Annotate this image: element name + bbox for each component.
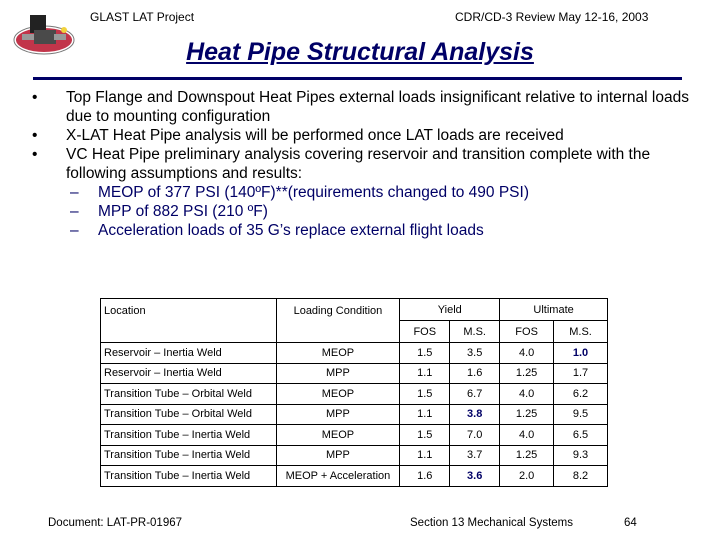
cell-ultimate-ms: 9.3: [554, 445, 608, 466]
table-row: [101, 425, 608, 446]
cell-ultimate-ms: 9.5: [554, 404, 608, 425]
cell-ultimate-ms: 1.0: [554, 343, 608, 364]
page-number: 64: [624, 517, 637, 529]
bullet-item: • X-LAT Heat Pipe analysis will be performed once LAT loads are received: [32, 127, 564, 144]
cell-condition: MPP: [276, 363, 400, 384]
cell-condition: MEOP + Acceleration: [276, 466, 400, 487]
cell-yield-fos: 1.5: [400, 343, 450, 364]
col-header-yield-fos: FOS: [400, 321, 450, 343]
analysis-table: [100, 298, 608, 487]
cell-ultimate-fos: 2.0: [500, 466, 554, 487]
table-row: [101, 445, 608, 466]
review-name: CDR/CD-3 Review May 12-16, 2003: [455, 10, 649, 24]
bullet-list: [32, 88, 702, 240]
cell-ultimate-fos: 4.0: [500, 425, 554, 446]
sub-bullet-item: – MEOP of 377 PSI (140ºF)**(requirements changed to 490 PSI): [70, 184, 529, 201]
cell-location: Transition Tube – Inertia Weld: [101, 425, 277, 446]
cell-ultimate-fos: 1.25: [500, 404, 554, 425]
cell-location: Reservoir – Inertia Weld: [101, 363, 277, 384]
cell-yield-fos: 1.1: [400, 445, 450, 466]
col-header-location: Location: [101, 299, 277, 343]
cell-yield-fos: 1.5: [400, 425, 450, 446]
cell-location: Transition Tube – Orbital Weld: [101, 404, 277, 425]
table-row: [101, 404, 608, 425]
footer-document-id: Document: LAT-PR-01967: [48, 517, 183, 529]
col-header-ultimate-ms: M.S.: [554, 321, 608, 343]
bullet-item: • VC Heat Pipe preliminary analysis covering reservoir and transition complete with the following assumptions and results:: [32, 146, 651, 182]
cell-yield-ms: 6.7: [450, 384, 500, 405]
cell-yield-fos: 1.5: [400, 384, 450, 405]
page-title: Heat Pipe Structural Analysis: [186, 38, 534, 66]
cell-location: Transition Tube – Orbital Weld: [101, 384, 277, 405]
cell-yield-fos: 1.6: [400, 466, 450, 487]
bullet-item: • Top Flange and Downspout Heat Pipes external loads insignificant relative to internal loads due to mounting configuration: [32, 89, 689, 125]
cell-yield-ms: 3.7: [450, 445, 500, 466]
cell-yield-ms: 3.8: [450, 404, 500, 425]
sub-bullet-item: – MPP of 882 PSI (210 ºF): [70, 203, 268, 220]
project-name: GLAST LAT Project: [90, 10, 195, 24]
cell-ultimate-ms: 6.5: [554, 425, 608, 446]
cell-ultimate-fos: 4.0: [500, 384, 554, 405]
cell-condition: MPP: [276, 445, 400, 466]
col-header-yield-ms: M.S.: [450, 321, 500, 343]
cell-condition: MEOP: [276, 343, 400, 364]
cell-ultimate-fos: 1.25: [500, 445, 554, 466]
col-header-condition: Loading Condition: [276, 299, 400, 343]
col-header-yield: Yield: [400, 299, 500, 321]
cell-location: Transition Tube – Inertia Weld: [101, 466, 277, 487]
sub-bullet-item: – Acceleration loads of 35 G’s replace external flight loads: [70, 222, 484, 239]
cell-condition: MEOP: [276, 425, 400, 446]
cell-ultimate-ms: 1.7: [554, 363, 608, 384]
footer-section: Section 13 Mechanical Systems: [410, 517, 573, 529]
cell-yield-fos: 1.1: [400, 404, 450, 425]
cell-yield-ms: 7.0: [450, 425, 500, 446]
col-header-ultimate-fos: FOS: [500, 321, 554, 343]
cell-yield-ms: 1.6: [450, 363, 500, 384]
cell-ultimate-ms: 6.2: [554, 384, 608, 405]
table-row: [101, 343, 608, 364]
table-row: [101, 363, 608, 384]
cell-ultimate-fos: 1.25: [500, 363, 554, 384]
table-row: [101, 466, 608, 487]
cell-ultimate-ms: 8.2: [554, 466, 608, 487]
cell-condition: MEOP: [276, 384, 400, 405]
cell-yield-fos: 1.1: [400, 363, 450, 384]
cell-location: Transition Tube – Inertia Weld: [101, 445, 277, 466]
title-divider: [33, 77, 682, 80]
cell-condition: MPP: [276, 404, 400, 425]
table-row: [101, 384, 608, 405]
cell-location: Reservoir – Inertia Weld: [101, 343, 277, 364]
cell-ultimate-fos: 4.0: [500, 343, 554, 364]
cell-yield-ms: 3.6: [450, 466, 500, 487]
col-header-ultimate: Ultimate: [500, 299, 608, 321]
cell-yield-ms: 3.5: [450, 343, 500, 364]
